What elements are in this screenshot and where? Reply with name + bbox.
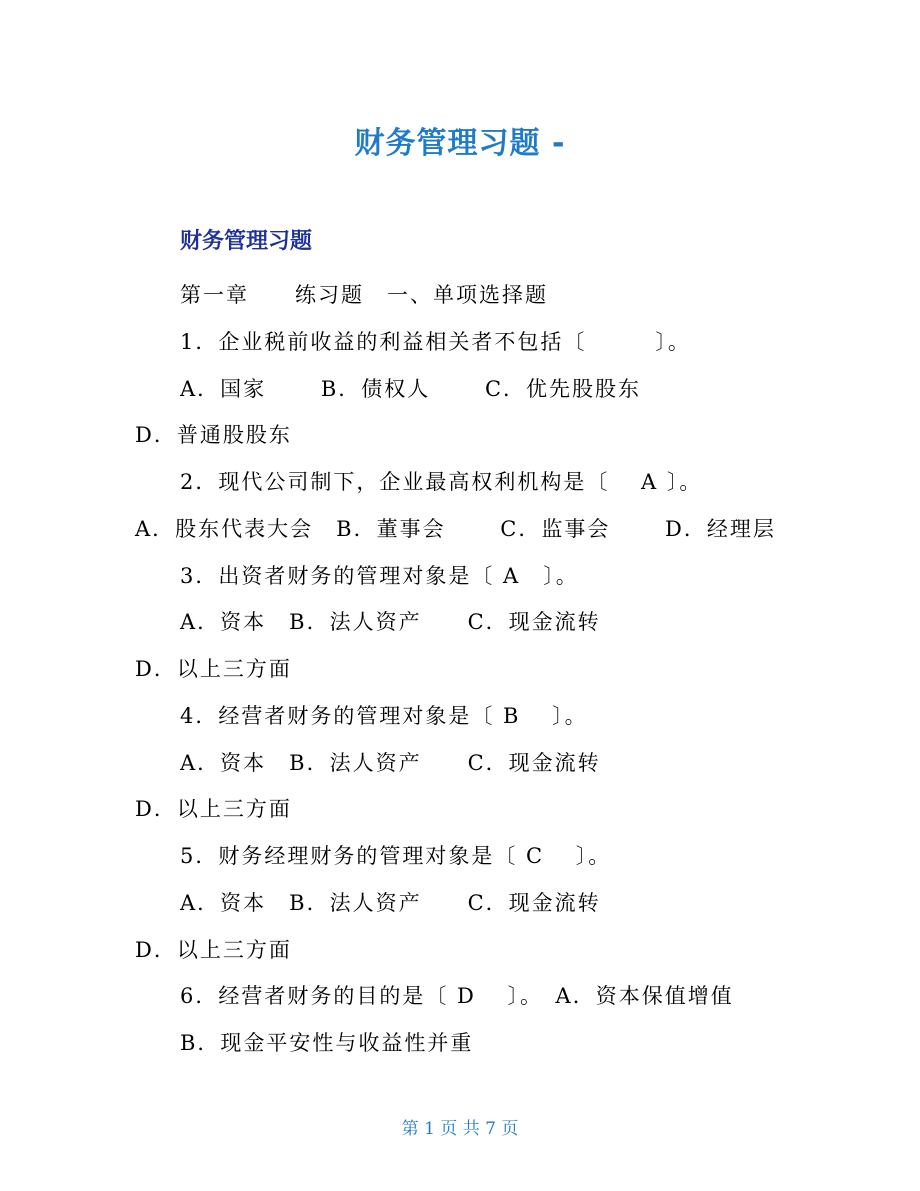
text-line: 3．出资者财务的管理对象是〔 A 〕。 bbox=[180, 564, 579, 588]
text-line: D．以上三方面 bbox=[135, 797, 292, 821]
text-line: A．股东代表大会 B．董事会 C．监事会 D．经理层 bbox=[135, 517, 776, 541]
text-line: A．资本 B．法人资产 C．现金流转 bbox=[180, 610, 601, 634]
text-line: 1．企业税前收益的利益相关者不包括〔 〕。 bbox=[180, 330, 691, 354]
page-number-footer: 第 1 页 共 7 页 bbox=[401, 1119, 519, 1139]
text-line: D．以上三方面 bbox=[135, 657, 292, 681]
text-line: A．国家 B．债权人 C．优先股股东 bbox=[180, 377, 642, 401]
text-line: A．资本 B．法人资产 C．现金流转 bbox=[180, 891, 601, 915]
text-line: D．普通股股东 bbox=[135, 423, 292, 447]
text-line: B．现金平安性与收益性并重 bbox=[180, 1031, 474, 1055]
text-line: 4．经营者财务的管理对象是〔 B 〕。 bbox=[180, 704, 588, 728]
text-line: 5．财务经理财务的管理对象是〔 C 〕。 bbox=[180, 844, 612, 868]
text-line: D．以上三方面 bbox=[135, 938, 292, 962]
text-line: 第一章 练习题 一、单项选择题 bbox=[180, 283, 548, 307]
text-line: A．资本 B．法人资产 C．现金流转 bbox=[180, 751, 601, 775]
text-line: 2．现代公司制下，企业最高权利机构是〔 A 〕。 bbox=[180, 470, 703, 494]
document-title: 财务管理习题 - bbox=[354, 126, 566, 161]
document-subtitle: 财务管理习题 bbox=[180, 229, 313, 254]
text-line: 6．经营者财务的目的是〔 D 〕。 A．资本保值增值 bbox=[180, 984, 734, 1008]
